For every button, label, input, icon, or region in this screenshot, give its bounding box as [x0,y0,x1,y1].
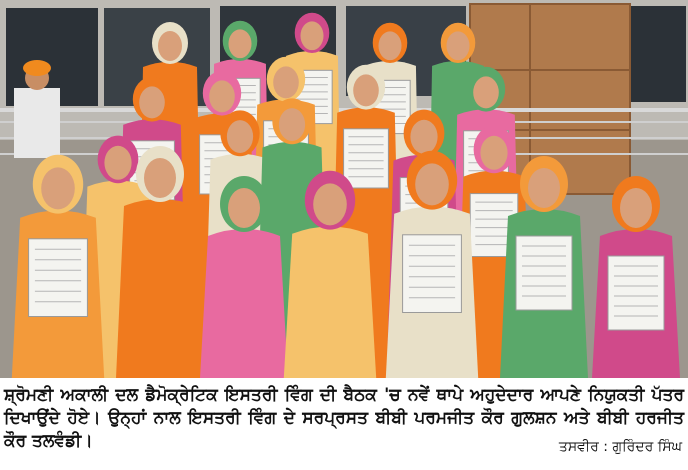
appointment-letter [344,129,389,188]
appointment-letter [29,239,88,317]
caption-block [0,380,688,470]
photo-caption: ਸ਼੍ਰੋਮਣੀ ਅਕਾਲੀ ਦਲ ਡੈਮੋਕ੍ਰੇਟਿਕ ਇਸਤਰੀ ਵਿੰਗ ਦੀ ਬੈਠਕ 'ਚ ਨਵੇਂ ਥਾਪੇ ਅਹੁਦੇਦਾਰ ਆਪਣੇ ਨਿਯੁਕਤੀ ਪੱਤਰ ਦਿਖਾਉਂਦੇ ਹੋਏ। ਉਨ੍ਹਾਂ ਨਾਲ ਇਸਤਰੀ ਵਿੰਗ ਦੇ ਸਰਪ੍ਰਸਤ ਬੀਬੀ ਪਰਮਜੀਤ ਕੌਰ ਗੁਲਸ਼ਨ ਅਤੇ ਬੀਬੀ ਹਰਜੀਤ ਕੌਰ ਤਲਵੰਡੀ। [4,385,684,451]
appointment-letter [403,235,462,313]
photo-credit: ਤਸਵੀਰ : ਗੁਰਿੰਦਰ ਸਿੰਘ [558,439,682,455]
appointment-letter [608,256,664,330]
appointment-letter [516,236,572,310]
